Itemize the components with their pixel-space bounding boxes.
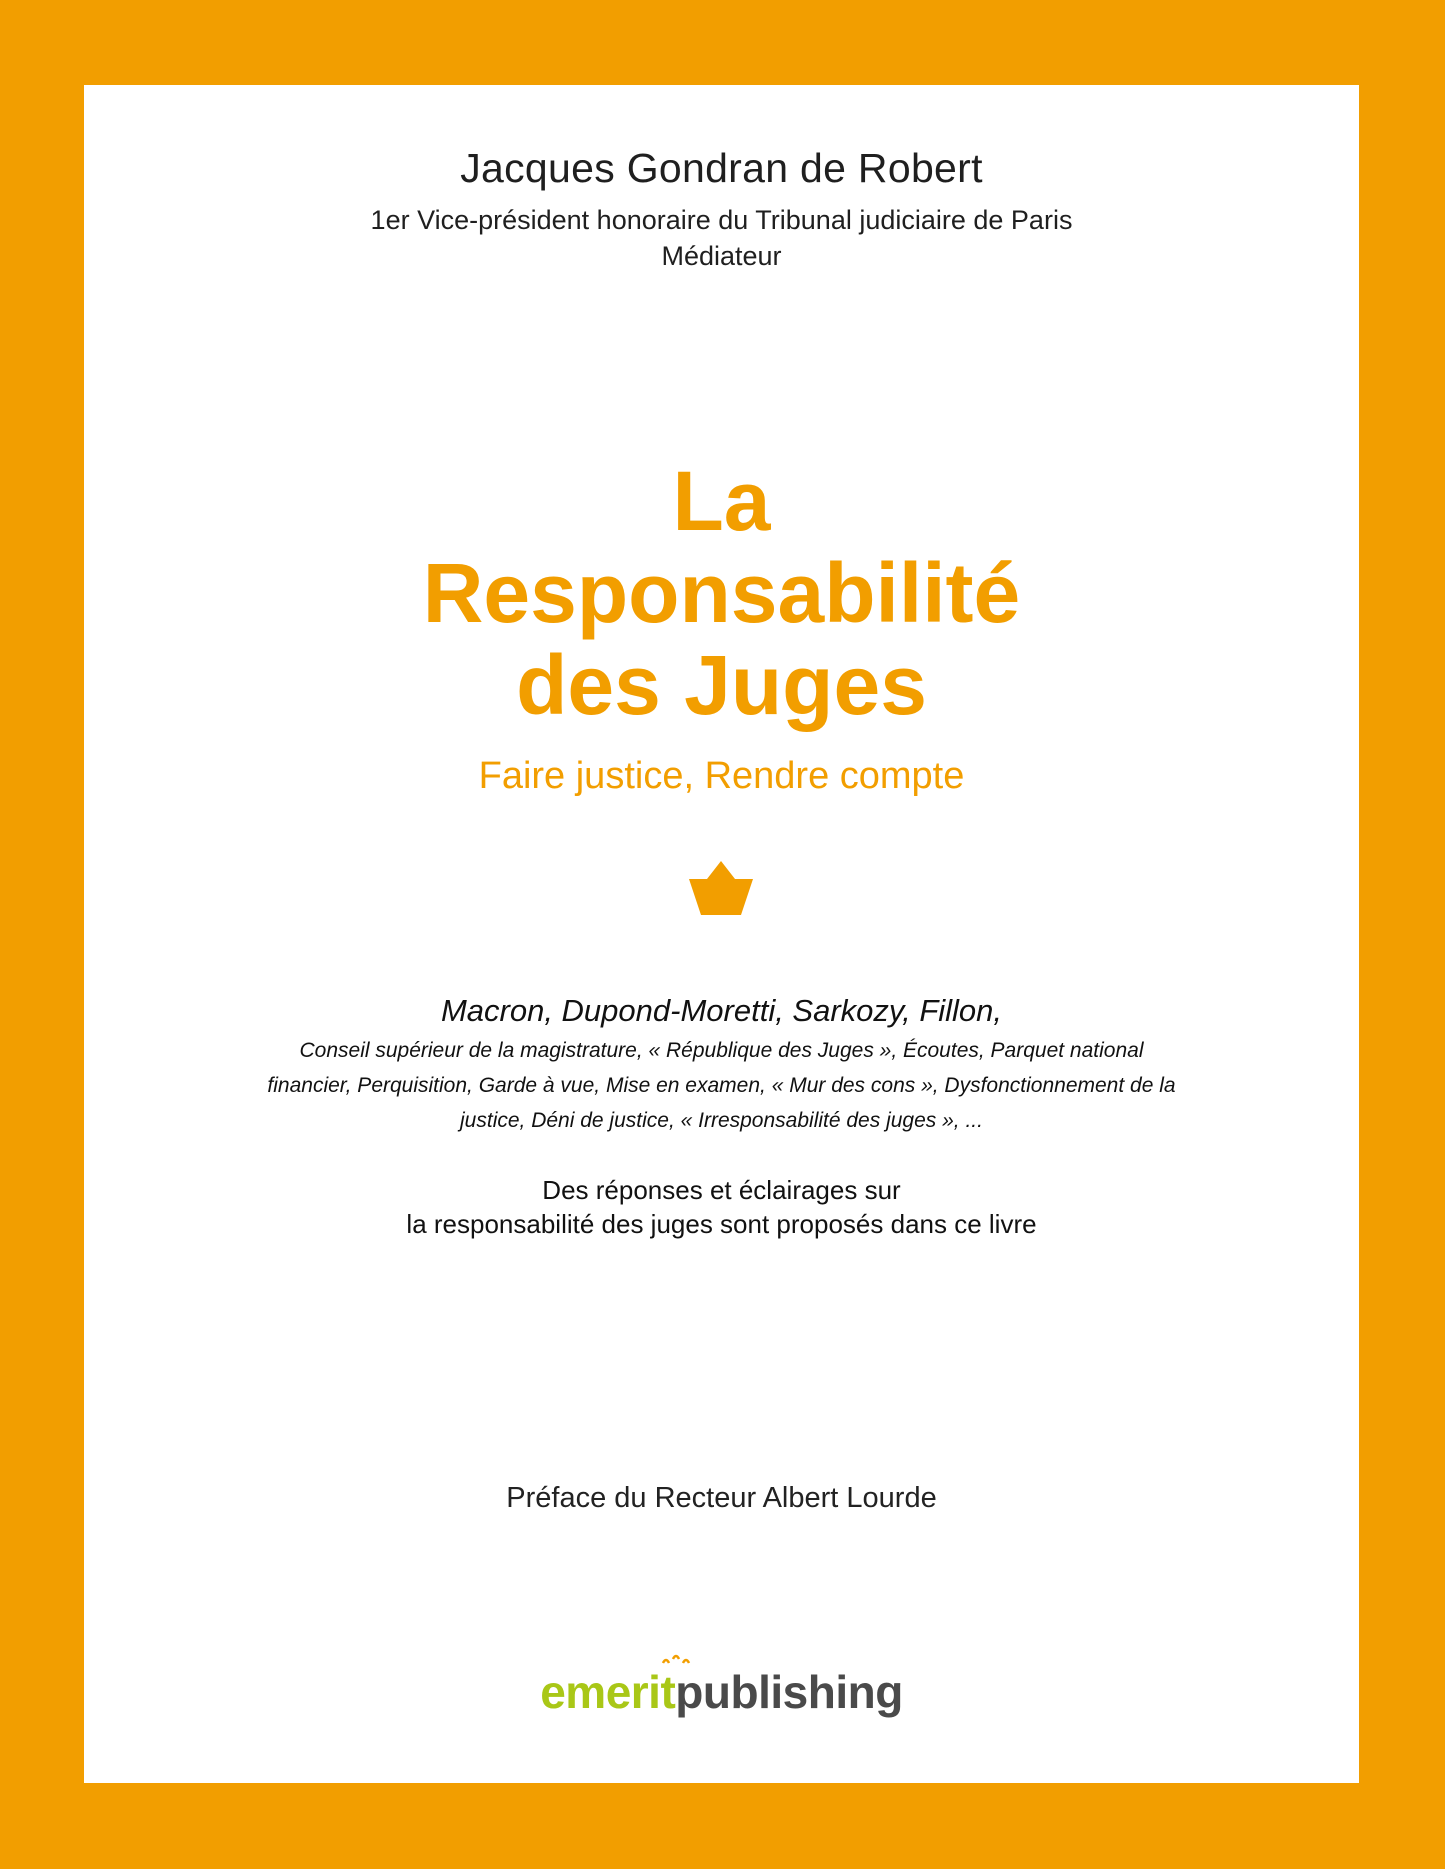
blurb-block <box>84 1173 1359 1241</box>
book-subtitle: Faire justice, Rendre compte <box>478 755 965 797</box>
preface-credit: Préface du Recteur Albert Lourde <box>506 1482 937 1514</box>
keywords-line-2: financier, Perquisition, Garde à vue, Mise en examen, « Mur des cons », Dysfonctionnement de la <box>267 1074 1176 1097</box>
crown-ornament-icon <box>689 861 753 915</box>
publisher-logo <box>84 1665 1359 1719</box>
author-name: Jacques Gondran de Robert <box>460 145 983 191</box>
author-role: Médiateur <box>661 241 782 271</box>
book-title-line-1: La <box>672 454 771 548</box>
keywords-line-1: Conseil supérieur de la magistrature, « République des Juges », Écoutes, Parquet national <box>299 1039 1144 1062</box>
book-title <box>84 455 1359 731</box>
blurb-line-1: Des réponses et éclairages sur <box>542 1175 901 1205</box>
blurb-line-2: la responsabilité des juges sont proposés dans ce livre <box>406 1209 1037 1239</box>
spark-icon <box>659 1649 699 1669</box>
book-title-line-3: des Juges <box>516 638 927 732</box>
keywords-block <box>254 1033 1189 1138</box>
publisher-name-part2: publishing <box>675 1666 903 1718</box>
author-title: 1er Vice-président honoraire du Tribunal judiciaire de Paris <box>370 205 1073 235</box>
cover-panel <box>84 85 1359 1783</box>
publisher-name-part1: emerit <box>540 1666 676 1718</box>
names-line: Macron, Dupond-Moretti, Sarkozy, Fillon, <box>440 993 1003 1028</box>
book-title-line-2: Responsabilité <box>422 546 1021 640</box>
keywords-line-3: justice, Déni de justice, « Irresponsabilité des juges », ... <box>460 1109 983 1132</box>
